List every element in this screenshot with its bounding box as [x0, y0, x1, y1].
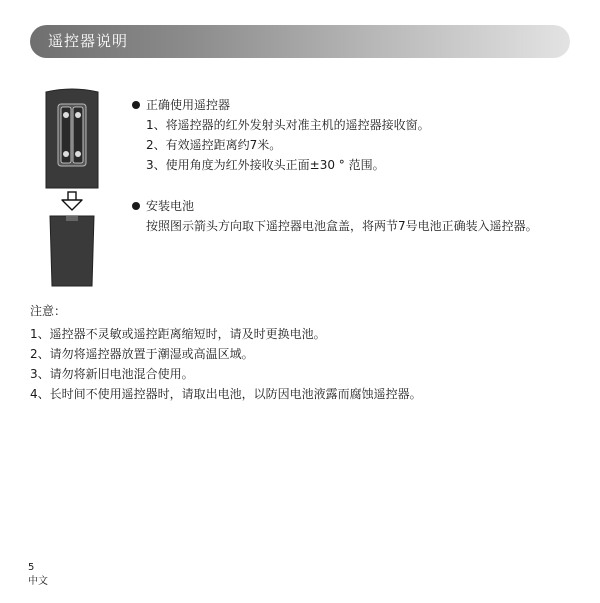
note-item: 3、请勿将新旧电池混合使用。 [30, 367, 194, 381]
battery-right-bottom-contact [75, 151, 81, 157]
section-title: 遥控器说明 [48, 32, 129, 50]
notes-section [30, 301, 570, 404]
usage-item: 2、有效遥控距离约7米。 [146, 138, 282, 152]
usage-item: 3、使用角度为红外接收头正面±30 ° 范围。 [146, 158, 385, 172]
usage-item: 1、将遥控器的红外发射头对准主机的遥控器接收窗。 [146, 118, 430, 132]
usage-heading-line [132, 95, 572, 115]
language-label: 中文 [28, 576, 48, 587]
bullet-icon [132, 101, 140, 109]
section-header-bar [30, 25, 570, 58]
note-item: 4、长时间不使用遥控器时，请取出电池，以防因电池液露而腐蚀遥控器。 [30, 387, 422, 401]
remote-battery-illustration [44, 88, 100, 288]
bullet-icon [132, 202, 140, 210]
usage-heading: 正确使用遥控器 [146, 98, 231, 112]
install-section [132, 196, 572, 236]
notes-title: 注意： [30, 304, 67, 318]
remote-battery-diagram [44, 88, 100, 288]
note-item: 2、请勿将遥控器放置于潮湿或高温区域。 [30, 347, 254, 361]
battery-left-bottom-contact [63, 151, 69, 157]
page-footer [28, 561, 48, 589]
note-item: 1、遥控器不灵敏或遥控距离缩短时，请及时更换电池。 [30, 327, 326, 341]
down-arrow-icon [62, 192, 82, 210]
battery-left-top-contact [63, 112, 69, 118]
battery-cover-latch [66, 216, 78, 221]
battery-cover [50, 216, 94, 286]
usage-section [132, 95, 572, 175]
install-text: 按照图示箭头方向取下遥控器电池盒盖，将两节7号电池正确装入遥控器。 [146, 219, 538, 233]
battery-right-top-contact [75, 112, 81, 118]
page-number: 5 [28, 562, 35, 573]
install-heading-line [132, 196, 572, 216]
install-heading: 安装电池 [146, 199, 195, 213]
